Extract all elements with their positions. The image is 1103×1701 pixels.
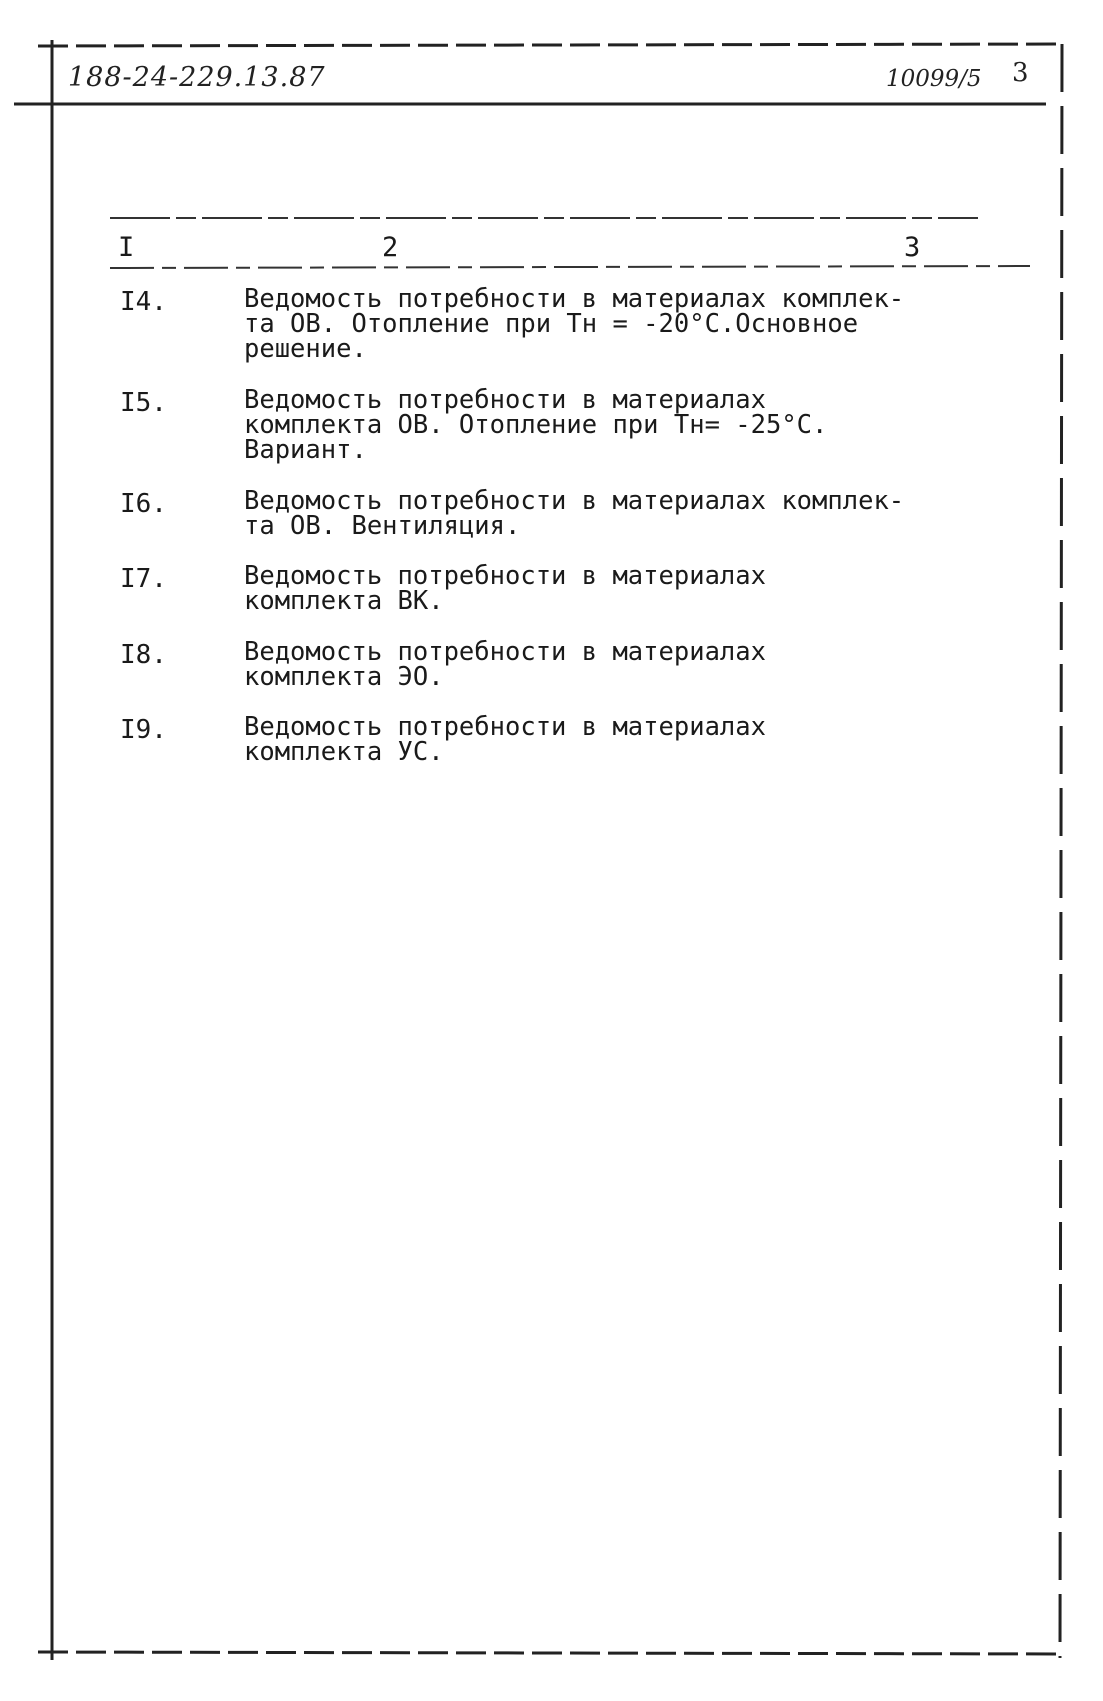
document-number: 10099/5 [886, 66, 982, 92]
row-number: I5. [120, 388, 167, 418]
column-header-3: 3 [904, 232, 921, 263]
column-header-1: I [118, 232, 135, 263]
row-number: I4. [120, 287, 167, 317]
row-title: Ведомость потребности в материалах комплекта ВК. [244, 561, 766, 616]
row-title: Ведомость потребности в материалах комплекта ОВ. Отопление при Тн= -25°С. Вариант. [244, 385, 828, 465]
row-title: Ведомость потребности в материалах комплекта ЭО. [244, 637, 766, 692]
row-number: I6. [120, 489, 167, 519]
row-number: I9. [120, 715, 167, 745]
row-number: I8. [120, 640, 167, 670]
row-title: Ведомость потребности в материалах комплекта УС. [244, 712, 766, 767]
document-code: 188-24-229.13.87 [68, 62, 326, 93]
row-number: I7. [120, 564, 167, 594]
row-title: Ведомость потребности в материалах комплек- та ОВ. Отопление при Тн = -20°С.Основное решение. [244, 284, 905, 364]
column-header-2: 2 [382, 232, 399, 263]
row-title: Ведомость потребности в материалах комплек- та ОВ. Вентиляция. [244, 486, 905, 541]
page-number: 3 [1012, 58, 1029, 88]
